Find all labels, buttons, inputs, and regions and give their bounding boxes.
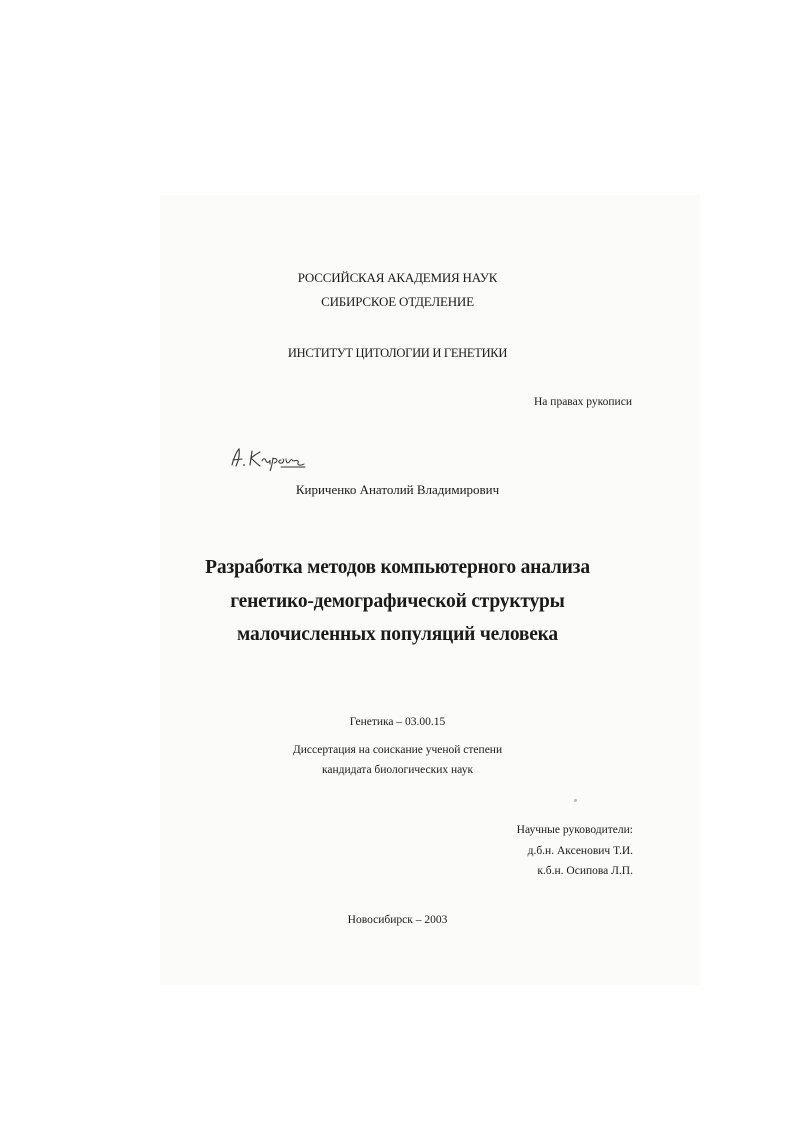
handwritten-signature [226, 445, 306, 471]
thesis-title-line-1: Разработка методов компьютерного анализа [205, 557, 590, 578]
city-year: Новосибирск – 2003 [347, 914, 448, 926]
thesis-title-line-2: генетико-демографической структуры [230, 591, 565, 612]
specialty-code: Генетика – 03.00.15 [349, 716, 446, 728]
institute-name: ИНСТИТУТ ЦИТОЛОГИИ И ГЕНЕТИКИ [287, 346, 508, 360]
degree-line-1: Диссертация на соискание ученой степени [292, 744, 503, 756]
author-name: Кириченко Анатолий Владимирович [295, 482, 500, 497]
manuscript-note: На правах рукописи [534, 396, 632, 408]
thesis-title-line-3: малочисленных популяций человека [237, 624, 558, 645]
academy-branch: СИБИРСКОЕ ОТДЕЛЕНИЕ [321, 294, 474, 309]
academy-name: РОССИЙСКАЯ АКАДЕМИЯ НАУК [297, 270, 498, 285]
supervisor-first: д.б.н. Аксенович Т.И. [527, 845, 633, 857]
supervisors-label: Научные руководители: [516, 824, 633, 836]
scan-speck [574, 799, 577, 802]
degree-line-2: кандидата биологических наук [321, 764, 474, 776]
supervisor-second: к.б.н. Осипова Л.П. [537, 865, 633, 877]
